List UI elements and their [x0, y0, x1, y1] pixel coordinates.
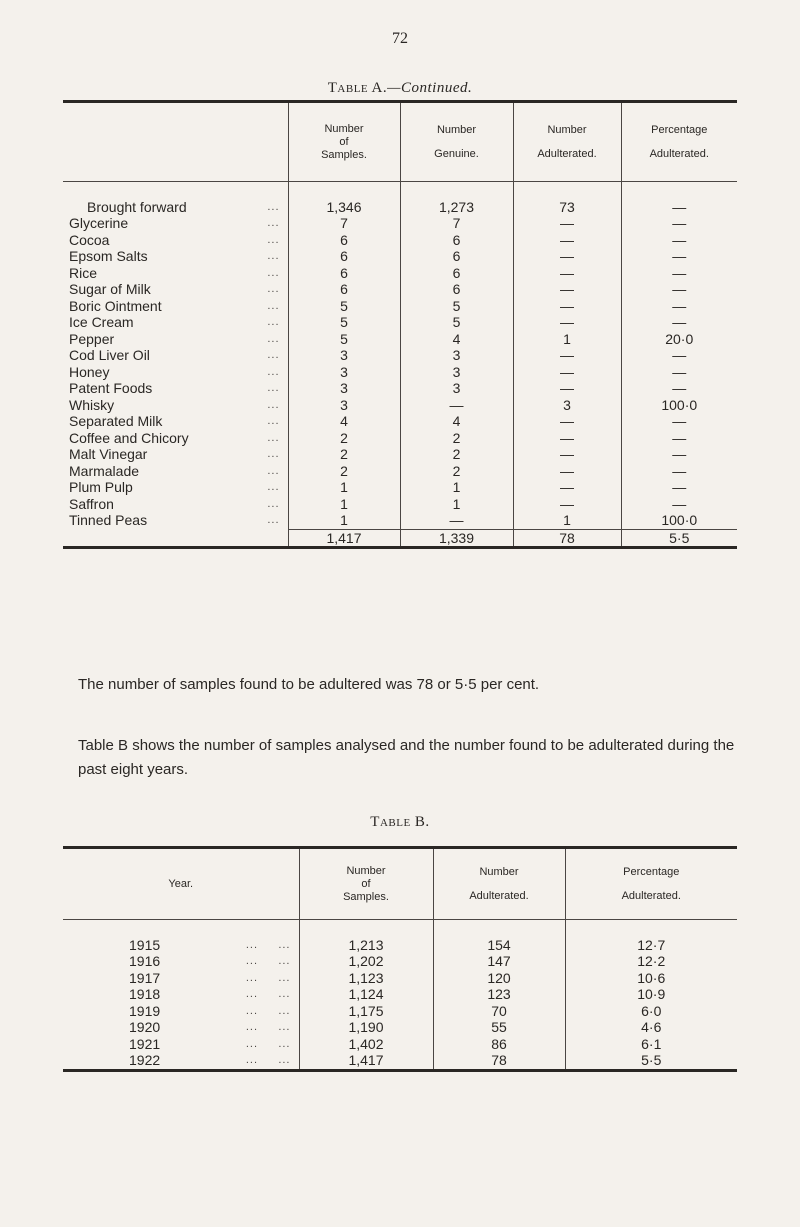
table-a-samples: 6 [288, 248, 400, 265]
table-a-samples: 1 [288, 496, 400, 513]
leader-dots: ... [267, 415, 280, 427]
table-a-total-adulterated: 78 [513, 529, 621, 548]
leader-dots: ... [267, 448, 280, 460]
table-a-total-genuine: 1,339 [400, 529, 513, 548]
table-a-genuine: 2 [400, 463, 513, 480]
table-a-row [63, 446, 737, 463]
table-a-samples: 1 [288, 512, 400, 529]
table-a-article-cell [63, 413, 288, 430]
table-b-samples: 1,190 [299, 1019, 433, 1036]
table-a-percentage: — [621, 281, 737, 298]
table-a-percentage: 100·0 [621, 397, 737, 414]
table-b-header-year: Year. [63, 848, 299, 920]
table-b-header-adulterated: Number Adulterated. [433, 848, 565, 920]
table-a-row [63, 298, 737, 315]
page-number: 72 [392, 30, 408, 47]
table-b-row [63, 1019, 737, 1036]
table-a-article-cell [63, 265, 288, 282]
table-a-article-cell [63, 199, 288, 216]
leader-dots: ... [267, 316, 280, 328]
table-a-samples: 1,346 [288, 199, 400, 216]
table-a-article-cell [63, 347, 288, 364]
table-b-year-cell [63, 986, 299, 1003]
table-b [63, 846, 737, 1072]
table-a-percentage: — [621, 463, 737, 480]
table-a-article-cell [63, 248, 288, 265]
table-a-article-name: Brought forward [87, 198, 187, 215]
table-a-adulterated: — [513, 413, 621, 430]
table-a-article-cell [63, 364, 288, 381]
table-a-genuine: 5 [400, 314, 513, 331]
table-a-row [63, 479, 737, 496]
table-a-percentage: 20·0 [621, 331, 737, 348]
table-a-adulterated: — [513, 430, 621, 447]
table-a-genuine: 3 [400, 380, 513, 397]
table-b-year: 1920 [129, 1019, 161, 1035]
leader-dots: ... ... [245, 955, 291, 967]
table-b-percentage: 10·9 [565, 986, 737, 1003]
table-b-row [63, 937, 737, 954]
table-a-article-cell [63, 380, 288, 397]
table-a-samples: 6 [288, 265, 400, 282]
table-a-adulterated: — [513, 281, 621, 298]
table-a-article-name: Cod Liver Oil [69, 347, 150, 363]
table-a-genuine: — [400, 397, 513, 414]
table-a-article-cell [63, 430, 288, 447]
leader-dots: ... [267, 382, 280, 394]
table-a-percentage: — [621, 232, 737, 249]
table-b-adulterated: 86 [433, 1036, 565, 1053]
table-a-adulterated: — [513, 265, 621, 282]
leader-dots: ... [267, 497, 280, 510]
table-a-samples: 2 [288, 446, 400, 463]
table-b-samples: 1,417 [299, 1052, 433, 1070]
leader-dots: ... ... [245, 1021, 291, 1033]
table-a-samples: 1 [288, 479, 400, 496]
table-b-percentage: 6·0 [565, 1003, 737, 1020]
table-a-percentage: — [621, 364, 737, 381]
table-a-percentage: — [621, 347, 737, 364]
table-a-header-article [63, 102, 288, 182]
table-a-article-name: Epsom Salts [69, 248, 148, 264]
table-a-percentage: — [621, 215, 737, 232]
table-a-genuine: 4 [400, 331, 513, 348]
table-b-year-cell [63, 1052, 299, 1070]
table-a-genuine: 4 [400, 413, 513, 430]
table-b-samples: 1,175 [299, 1003, 433, 1020]
table-a-article-cell [63, 331, 288, 348]
leader-dots: ... [267, 514, 280, 526]
table-b-adulterated: 78 [433, 1052, 565, 1070]
table-a-genuine: 5 [400, 298, 513, 315]
table-a-percentage: — [621, 298, 737, 315]
leader-dots: ... ... [245, 971, 291, 984]
table-a-adulterated: — [513, 298, 621, 315]
table-a-adulterated: — [513, 496, 621, 513]
leader-dots: ... [267, 332, 280, 345]
leader-dots: ... [267, 464, 280, 477]
leader-dots: ... [267, 299, 280, 312]
table-a-caption-prefix: Table A. [327, 80, 388, 96]
table-a-article-cell [63, 281, 288, 298]
table-a [63, 100, 737, 549]
table-a-row [63, 397, 737, 414]
table-a-percentage: — [621, 199, 737, 216]
table-a-genuine: 3 [400, 347, 513, 364]
table-b-adulterated: 120 [433, 970, 565, 987]
table-a-adulterated: — [513, 215, 621, 232]
leader-dots: ... ... [245, 1037, 291, 1050]
table-b-row [63, 1003, 737, 1020]
table-a-article-cell [63, 479, 288, 496]
table-a-article-name: Whisky [69, 396, 115, 413]
table-a-article-name: Coffee and Chicory [69, 429, 189, 446]
table-a-percentage: — [621, 248, 737, 265]
table-a-genuine: 6 [400, 281, 513, 298]
table-a-genuine: 2 [400, 446, 513, 463]
table-b-percentage: 4·6 [565, 1019, 737, 1036]
table-b-percentage: 12·2 [565, 953, 737, 970]
leader-dots: ... [267, 398, 280, 411]
table-a-adulterated: — [513, 248, 621, 265]
table-b-year-cell [63, 1019, 299, 1036]
table-a-article-cell [63, 446, 288, 463]
table-a-article-name: Patent Foods [69, 380, 153, 396]
table-a-row [63, 364, 737, 381]
table-b-year-cell [63, 953, 299, 970]
leader-dots: ... [267, 266, 280, 279]
table-b-year: 1915 [129, 936, 161, 953]
table-a-total-samples: 1,417 [288, 529, 400, 548]
table-a-samples: 5 [288, 331, 400, 348]
table-a-adulterated: — [513, 380, 621, 397]
table-a-percentage: — [621, 479, 737, 496]
table-b-row [63, 986, 737, 1003]
leader-dots: ... ... [245, 938, 291, 951]
leader-dots: ... ... [245, 1004, 291, 1017]
table-b-percentage: 12·7 [565, 937, 737, 954]
table-b-year: 1919 [129, 1002, 161, 1019]
table-a-genuine: 6 [400, 232, 513, 249]
table-a-adulterated: — [513, 347, 621, 364]
table-a-row [63, 512, 737, 529]
table-b-samples: 1,213 [299, 937, 433, 954]
table-a-percentage: — [621, 430, 737, 447]
table-a-article-name: Saffron [69, 495, 114, 512]
table-a-article-name: Malt Vinegar [69, 446, 148, 462]
table-a-samples: 5 [288, 298, 400, 315]
table-a-article-name: Pepper [69, 330, 115, 347]
table-a-adulterated: 1 [513, 512, 621, 529]
table-a-row [63, 347, 737, 364]
table-a-samples: 3 [288, 397, 400, 414]
table-b-samples: 1,124 [299, 986, 433, 1003]
table-a-samples: 5 [288, 314, 400, 331]
table-a-article-cell [63, 463, 288, 480]
table-a-adulterated: — [513, 479, 621, 496]
table-a-header-genuine: Number Genuine. [400, 102, 513, 182]
table-b-adulterated: 55 [433, 1019, 565, 1036]
table-a-row [63, 232, 737, 249]
table-a-row [63, 496, 737, 513]
table-a-article-name: Honey [69, 363, 110, 380]
table-a-adulterated: 1 [513, 331, 621, 348]
table-b-caption: Table B. [370, 814, 430, 830]
table-a-samples: 3 [288, 347, 400, 364]
table-a-header-adulterated: Number Adulterated. [513, 102, 621, 182]
table-a-article-name: Marmalade [69, 462, 140, 479]
table-a-percentage: — [621, 265, 737, 282]
table-a-samples: 2 [288, 463, 400, 480]
table-a-article-cell [63, 397, 288, 414]
leader-dots: ... [267, 481, 280, 493]
table-b-percentage: 10·6 [565, 970, 737, 987]
table-a-percentage: — [621, 496, 737, 513]
table-b-year-cell [63, 970, 299, 987]
paragraph-adulterated-summary: The number of samples found to be adultered was 78 or 5·5 per cent. [78, 676, 540, 693]
table-a-row [63, 331, 737, 348]
table-a-percentage: — [621, 446, 737, 463]
table-a-samples: 3 [288, 364, 400, 381]
table-a-article-name: Sugar of Milk [69, 281, 151, 297]
table-a-row [63, 265, 737, 282]
leader-dots: ... ... [245, 1054, 291, 1066]
table-a-row [63, 199, 737, 216]
leader-dots: ... [267, 349, 280, 361]
table-a-genuine: 7 [400, 215, 513, 232]
paragraph-table-b-intro: Table B shows the number of samples analysed and the number found to be adulterated during the past eight years. [78, 737, 735, 778]
table-b-adulterated: 147 [433, 953, 565, 970]
table-a-adulterated: — [513, 463, 621, 480]
table-a-caption-suffix: —Continued. [387, 80, 473, 96]
table-a-genuine: 2 [400, 430, 513, 447]
table-a-genuine: 6 [400, 248, 513, 265]
table-a-percentage: — [621, 380, 737, 397]
table-a-article-name: Rice [69, 264, 98, 281]
table-b-adulterated: 70 [433, 1003, 565, 1020]
table-b-percentage: 6·1 [565, 1036, 737, 1053]
leader-dots: ... [267, 250, 280, 262]
table-a-row [63, 314, 737, 331]
table-b-percentage: 5·5 [565, 1052, 737, 1070]
table-a-genuine: 6 [400, 265, 513, 282]
table-a-article-name: Plum Pulp [69, 479, 133, 495]
table-b-adulterated: 123 [433, 986, 565, 1003]
table-a-header-samples: Number of Samples. [288, 102, 400, 182]
table-a-percentage: — [621, 413, 737, 430]
table-b-year-cell [63, 937, 299, 954]
table-a-row [63, 281, 737, 298]
table-b-row [63, 1036, 737, 1053]
table-a-header-percentage: Percentage Adulterated. [621, 102, 737, 182]
table-b-year: 1917 [129, 969, 161, 986]
table-a-samples: 7 [288, 215, 400, 232]
table-a-row [63, 248, 737, 265]
table-a-samples: 4 [288, 413, 400, 430]
leader-dots: ... ... [245, 988, 291, 1000]
table-b-year: 1918 [129, 986, 161, 1002]
table-a-article-name: Ice Cream [69, 314, 134, 330]
table-a-article-name: Boric Ointment [69, 297, 162, 314]
table-a-adulterated: 3 [513, 397, 621, 414]
leader-dots: ... [267, 200, 280, 213]
table-a-caption [0, 80, 800, 97]
leader-dots: ... [267, 365, 280, 378]
table-b-samples: 1,202 [299, 953, 433, 970]
table-b-row [63, 953, 737, 970]
table-b-year: 1916 [129, 953, 161, 969]
table-a-article-cell [63, 496, 288, 513]
table-a-samples: 6 [288, 281, 400, 298]
table-a-article-name: Tinned Peas [69, 512, 148, 529]
table-b-row [63, 1052, 737, 1070]
table-a-article-name: Cocoa [69, 231, 110, 248]
table-a-genuine: 1 [400, 496, 513, 513]
table-a-percentage: — [621, 314, 737, 331]
leader-dots: ... [267, 217, 280, 229]
leader-dots: ... [267, 431, 280, 444]
table-a-row [63, 430, 737, 447]
table-b-row [63, 970, 737, 987]
table-a-total-row [63, 529, 737, 548]
table-a-adulterated: 73 [513, 199, 621, 216]
table-a-total-percentage: 5·5 [621, 529, 737, 548]
table-b-samples: 1,402 [299, 1036, 433, 1053]
table-a-adulterated: — [513, 232, 621, 249]
table-a-row [63, 380, 737, 397]
table-b-year-cell [63, 1003, 299, 1020]
table-a-article-cell [63, 215, 288, 232]
table-b-year: 1921 [129, 1035, 161, 1052]
table-a-article-cell [63, 314, 288, 331]
table-a-genuine: 1,273 [400, 199, 513, 216]
table-a-adulterated: — [513, 364, 621, 381]
table-a-samples: 6 [288, 232, 400, 249]
table-a-genuine: — [400, 512, 513, 529]
leader-dots: ... [267, 233, 280, 246]
table-a-genuine: 3 [400, 364, 513, 381]
table-b-samples: 1,123 [299, 970, 433, 987]
table-a-article-name: Separated Milk [69, 413, 163, 429]
table-a-total-label [63, 529, 288, 548]
table-a-genuine: 1 [400, 479, 513, 496]
table-a-samples: 2 [288, 430, 400, 447]
table-a-article-name: Glycerine [69, 215, 129, 231]
table-a-adulterated: — [513, 314, 621, 331]
table-a-row [63, 463, 737, 480]
table-b-header-samples: Number of Samples. [299, 848, 433, 920]
table-a-row [63, 413, 737, 430]
table-a-article-cell [63, 298, 288, 315]
table-a-row [63, 215, 737, 232]
table-b-year: 1922 [129, 1052, 161, 1068]
table-b-year-cell [63, 1036, 299, 1053]
table-a-article-cell [63, 512, 288, 529]
table-a-samples: 3 [288, 380, 400, 397]
table-b-header-percentage: Percentage Adulterated. [565, 848, 737, 920]
table-b-adulterated: 154 [433, 937, 565, 954]
table-a-article-cell [63, 232, 288, 249]
leader-dots: ... [267, 283, 280, 295]
table-a-percentage: 100·0 [621, 512, 737, 529]
table-a-adulterated: — [513, 446, 621, 463]
